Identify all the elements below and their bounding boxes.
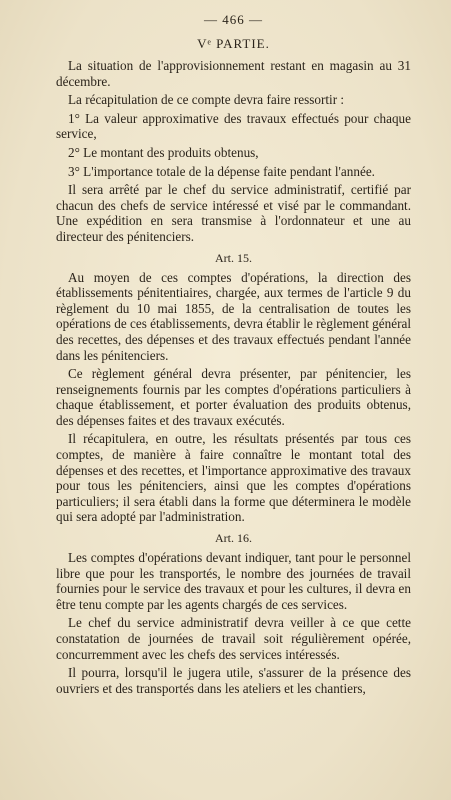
- intro-item-2: 2° Le montant des produits obtenus,: [68, 144, 259, 160]
- intro-item-3: 3° L'importance totale de la dépense faite pendant l'année.: [68, 163, 375, 179]
- intro-paragraph-1: La situation de l'approvisionnement restant en magasin au 31 décembre.: [56, 58, 411, 89]
- article-16-paragraph-1: Les comptes d'opérations devant indiquer, tant pour le personnel libre que pour les transportés, le nombre des journées de travail fournies pour le service des travaux et pour les cultures, il devra en être tenu compte par les agents chargés de ces services.: [56, 550, 411, 612]
- part-title: Vᵉ PARTIE.: [197, 36, 270, 51]
- intro-paragraph-3: Il sera arrêté par le chef du service administratif, certifié par chacun des chefs de service intéressé et visé par le commandant. Une expédition en sera transmise à l'ordonnateur et une au directeur des pénitenciers.: [56, 182, 411, 244]
- intro-paragraph-2: La récapitulation de ce compte devra faire ressortir :: [68, 92, 345, 108]
- article-15-title: Art. 15.: [215, 250, 252, 265]
- article-15-paragraph-3: Il récapitulera, en outre, les résultats présentés par tous ces comptes, de manière à faire connaître le montant total des dépenses et des recettes, et l'importance approximative des travaux pour tous les pénitenciers, ainsi que les comptes d'opérations particuliers; il sera établi dans la forme que déterminera le modèle qui sera adopté par l'administration.: [56, 431, 411, 525]
- article-15-paragraph-2: Ce règlement général devra présenter, par pénitencier, les renseignements fournis par les comptes d'opérations particuliers à chaque établissement, et porter évaluation des produits obtenus, des dépenses faites et des travaux exécutés.: [56, 366, 411, 428]
- intro-item-1: 1° La valeur approximative des travaux effectués pour chaque service,: [56, 110, 411, 142]
- article-16-paragraph-2: Le chef du service administratif devra veiller à ce que cette constatation de journées de travail soit régulièrement opérée, concurremment avec les chefs des services intéressés.: [56, 615, 411, 662]
- article-16-paragraph-3: Il pourra, lorsqu'il le jugera utile, s'assurer de la présence des ouvriers et des transportés dans les ateliers et les chantiers,: [56, 665, 411, 696]
- page-number: — 466 —: [204, 12, 263, 27]
- article-15-paragraph-1: Au moyen de ces comptes d'opérations, la direction des établissements pénitentiaires, chargée, aux termes de l'article 9 du règlement du 10 mai 1855, de la centralisation de toutes les opérations de ces établissements, devra établir le règlement général des recettes, des dépenses et des travaux effectués pendant l'année dans les pénitenciers.: [56, 269, 411, 363]
- article-16-title: Art. 16.: [215, 531, 252, 546]
